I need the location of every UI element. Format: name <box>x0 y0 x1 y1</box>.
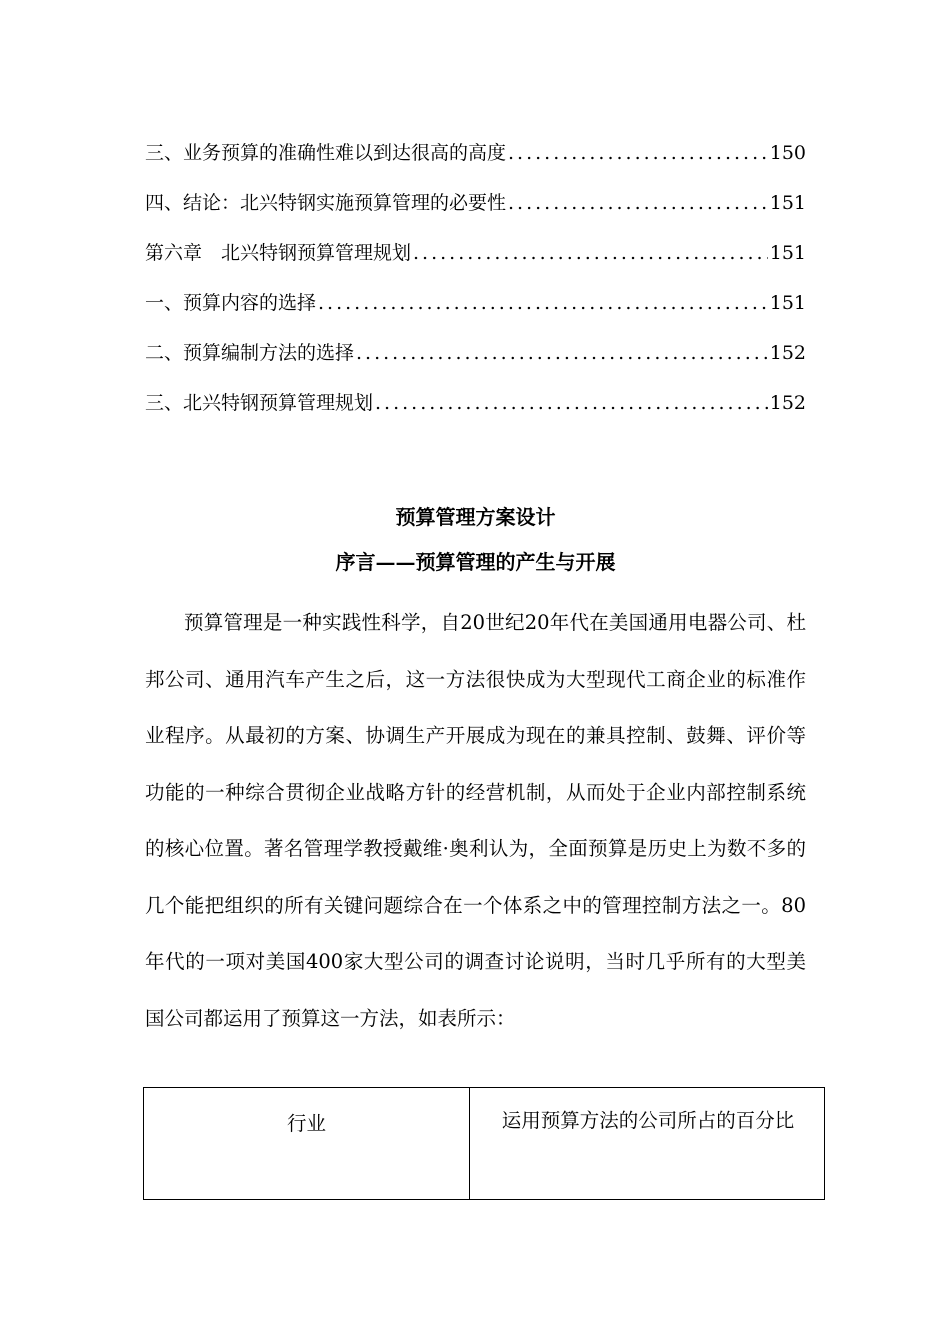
toc-entry-page: 151 <box>769 192 806 214</box>
toc-entry-page: 152 <box>769 392 806 414</box>
toc-entry-title: 四、结论：北兴特钢实施预算管理的必要性 <box>145 192 507 214</box>
toc-entry-page: 152 <box>769 342 806 364</box>
toc-entry-title: 二、预算编制方法的选择 <box>145 342 355 364</box>
document-title: 预算管理方案设计 <box>395 505 556 529</box>
toc-entry[interactable] <box>145 278 806 328</box>
toc-dot-leader <box>354 328 768 378</box>
toc-dot-leader <box>506 178 768 228</box>
budget-usage-table <box>143 1087 825 1200</box>
toc-entry-page: 151 <box>769 242 806 264</box>
table-of-contents <box>145 128 806 428</box>
toc-entry[interactable] <box>145 228 806 278</box>
toc-dot-leader <box>373 378 768 428</box>
toc-entry[interactable] <box>145 128 806 178</box>
toc-entry[interactable] <box>145 328 806 378</box>
toc-entry[interactable] <box>145 178 806 228</box>
column-header-industry: 行业 <box>144 1088 470 1200</box>
toc-entry-title: 第六章 北兴特钢预算管理规划 <box>145 242 412 264</box>
toc-dot-leader <box>316 278 768 328</box>
toc-entry-title: 一、预算内容的选择 <box>145 292 317 314</box>
toc-dot-leader <box>411 228 768 278</box>
toc-dot-leader <box>506 128 768 178</box>
toc-entry[interactable] <box>145 378 806 428</box>
table-header-row <box>144 1088 825 1200</box>
column-header-percentage: 运用预算方法的公司所占的百分比 <box>470 1088 825 1200</box>
toc-entry-title: 三、业务预算的准确性难以到达很高的高度 <box>145 142 507 164</box>
toc-entry-title: 三、北兴特钢预算管理规划 <box>145 392 374 414</box>
body-paragraph: 预算管理是一种实践性科学，自20世纪20年代在美国通用电器公司、杜邦公司、通用汽车产生之后，这一方法很快成为大型现代工商企业的标准作业程序。从最初的方案、协调生产开展成为现在的兼具控制、鼓舞、评价等功能的一种综合贯彻企业战略方针的经营机制，从而处于企业内部控制系统的核心位置。著名管理学教授戴维·奥利认为，全面预算是历史上为数不多的几个能把组织的所有关键问题综合在一个体系之中的管理控制方法之一。80年代的一项对美国400家大型公司的调查讨论说明，当时几乎所有的大型美国公司都运用了预算这一方法，如表所示： <box>145 611 806 1030</box>
toc-entry-page: 151 <box>769 292 806 314</box>
section-heading: 序言——预算管理的产生与开展 <box>335 550 616 574</box>
toc-entry-page: 150 <box>769 142 806 164</box>
